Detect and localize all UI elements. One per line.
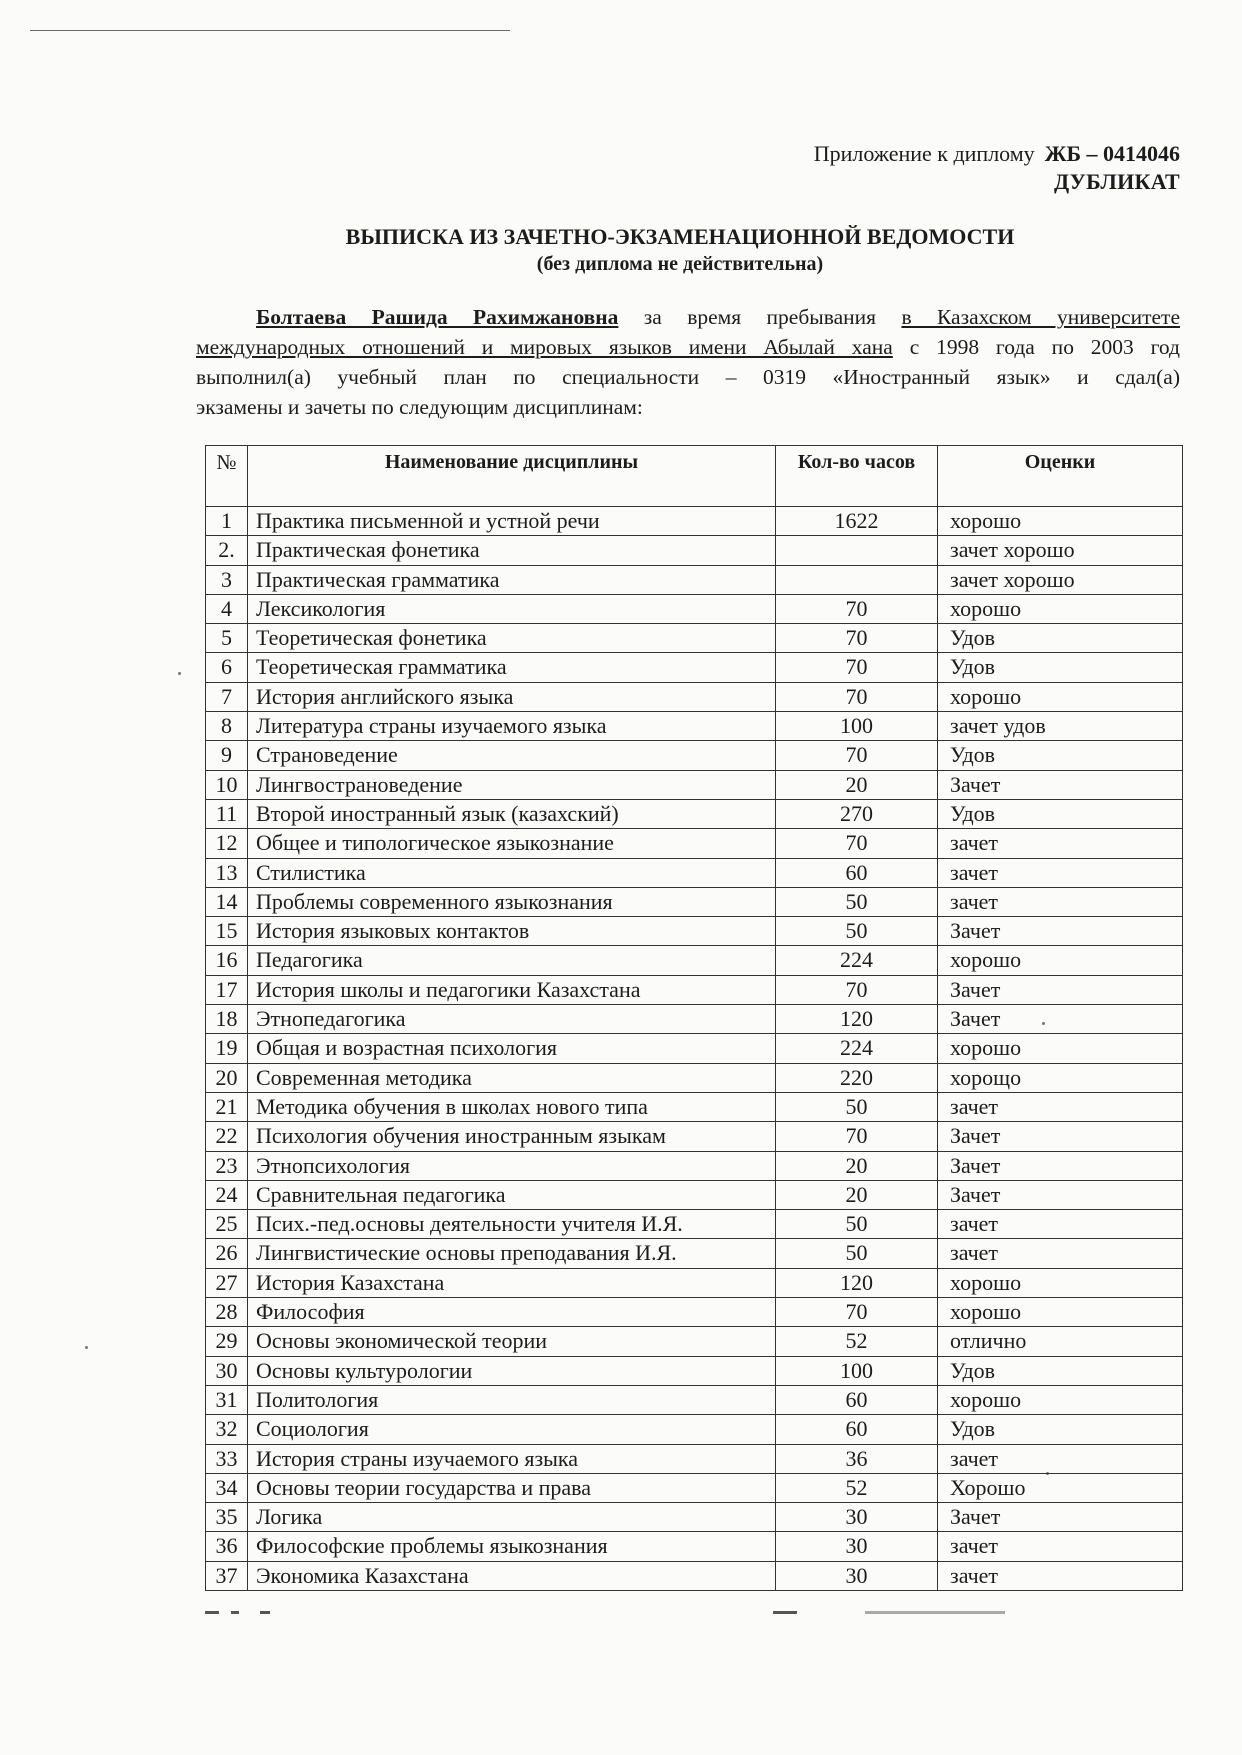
discipline-name: Логика [248, 1503, 776, 1532]
discipline-name: История Казахстана [248, 1268, 776, 1297]
grade-value: Зачет [938, 1151, 1183, 1180]
table-row [206, 1532, 1183, 1561]
grade-value: зачет удов [938, 712, 1183, 741]
discipline-name: Психология обучения иностранным языкам [248, 1122, 776, 1151]
table-row [206, 858, 1183, 887]
hours-count: 50 [776, 1210, 938, 1239]
row-number: 25 [206, 1210, 248, 1239]
discipline-name: Экономика Казахстана [248, 1561, 776, 1590]
grade-value: зачет [938, 858, 1183, 887]
discipline-name: Практическая грамматика [248, 565, 776, 594]
table-row [206, 1444, 1183, 1473]
hours-count: 100 [776, 1356, 938, 1385]
hours-count [776, 565, 938, 594]
row-number: 14 [206, 887, 248, 916]
scan-speck [178, 672, 181, 675]
row-number: 1 [206, 507, 248, 536]
row-number: 5 [206, 624, 248, 653]
discipline-name: История английского языка [248, 682, 776, 711]
table-row [206, 1122, 1183, 1151]
grade-value: Удов [938, 1356, 1183, 1385]
table-row [206, 1151, 1183, 1180]
table-row [206, 741, 1183, 770]
intro-text: за время пребывания [643, 305, 877, 329]
row-number: 3 [206, 565, 248, 594]
grade-value: зачет хорошо [938, 536, 1183, 565]
scan-speck [85, 1346, 88, 1349]
discipline-name: Философия [248, 1298, 776, 1327]
table-row [206, 1415, 1183, 1444]
grade-value: зачет хорошо [938, 565, 1183, 594]
hours-count: 60 [776, 1415, 938, 1444]
row-number: 23 [206, 1151, 248, 1180]
grade-value: Зачет [938, 917, 1183, 946]
appendix-label: Приложение к диплому [813, 141, 1035, 166]
discipline-name: Лексикология [248, 594, 776, 623]
grade-value: Хорошо [938, 1473, 1183, 1502]
table-row [206, 653, 1183, 682]
table-row [206, 1298, 1183, 1327]
table-row [206, 770, 1183, 799]
discipline-name: Политология [248, 1385, 776, 1414]
table-row [206, 1034, 1183, 1063]
hours-count: 70 [776, 624, 938, 653]
grade-value: Зачет [938, 770, 1183, 799]
grade-value: зачет [938, 1444, 1183, 1473]
row-number: 30 [206, 1356, 248, 1385]
row-number: 29 [206, 1327, 248, 1356]
hours-count: 70 [776, 829, 938, 858]
hours-count: 60 [776, 858, 938, 887]
hours-count: 120 [776, 1268, 938, 1297]
row-number: 19 [206, 1034, 248, 1063]
grade-value: хорощо [938, 1063, 1183, 1092]
hours-count: 20 [776, 1180, 938, 1209]
hours-count: 220 [776, 1063, 938, 1092]
hours-count: 60 [776, 1385, 938, 1414]
duplicate-mark: ДУБЛИКАТ [1053, 169, 1180, 194]
table-row [206, 1503, 1183, 1532]
university-name-part1: в Казахском университете [901, 305, 1180, 329]
hours-count: 30 [776, 1503, 938, 1532]
row-number: 17 [206, 975, 248, 1004]
grade-value: Удов [938, 624, 1183, 653]
intro-line-3: выполнил(а) учебный план по специальности – 0319 «Иностранный язык» и сдал(а) [196, 365, 1180, 389]
table-row [206, 946, 1183, 975]
table-row [206, 1005, 1183, 1034]
discipline-name: История школы и педагогики Казахстана [248, 975, 776, 1004]
grade-value: зачет [938, 1561, 1183, 1590]
discipline-name: Общая и возрастная психология [248, 1034, 776, 1063]
discipline-name: Стилистика [248, 858, 776, 887]
grade-value: зачет [938, 829, 1183, 858]
table-row [206, 565, 1183, 594]
table-body [206, 507, 1183, 1591]
intro-line-1 [196, 302, 1180, 332]
row-number: 9 [206, 741, 248, 770]
table-row [206, 1473, 1183, 1502]
discipline-name: Основы культурологии [248, 1356, 776, 1385]
hours-count: 20 [776, 770, 938, 799]
hours-count [776, 536, 938, 565]
row-number: 12 [206, 829, 248, 858]
table-row [206, 624, 1183, 653]
grade-value: Зачет [938, 1122, 1183, 1151]
grade-value: Удов [938, 799, 1183, 828]
discipline-name: История языковых контактов [248, 917, 776, 946]
document-subtitle: (без диплома не действительна) [536, 253, 824, 275]
row-number: 36 [206, 1532, 248, 1561]
table-row [206, 799, 1183, 828]
discipline-name: Практика письменной и устной речи [248, 507, 776, 536]
grade-value: отлично [938, 1327, 1183, 1356]
grade-value: хорошо [938, 1034, 1183, 1063]
intro-line-2 [196, 332, 1180, 362]
row-number: 6 [206, 653, 248, 682]
hours-count: 70 [776, 975, 938, 1004]
student-name: Болтаева Рашида Рахимжановна [256, 305, 619, 329]
grade-value: хорошо [938, 1268, 1183, 1297]
grade-value: Удов [938, 1415, 1183, 1444]
hours-count: 50 [776, 887, 938, 916]
discipline-name: Страноведение [248, 741, 776, 770]
row-number: 35 [206, 1503, 248, 1532]
row-number: 34 [206, 1473, 248, 1502]
university-name-part2: международных отношений и мировых языков имени Абылай хана [196, 335, 893, 359]
grade-value: хорошо [938, 682, 1183, 711]
hours-count: 36 [776, 1444, 938, 1473]
row-number: 15 [206, 917, 248, 946]
grade-value: Зачет [938, 1005, 1183, 1034]
grade-value: Зачет [938, 1180, 1183, 1209]
discipline-name: История страны изучаемого языка [248, 1444, 776, 1473]
discipline-name: Лингвострановедение [248, 770, 776, 799]
table-row [206, 1092, 1183, 1121]
hours-count: 70 [776, 594, 938, 623]
hours-count: 52 [776, 1473, 938, 1502]
hours-count: 270 [776, 799, 938, 828]
row-number: 24 [206, 1180, 248, 1209]
hours-count: 70 [776, 1298, 938, 1327]
row-number: 7 [206, 682, 248, 711]
table-row [206, 1063, 1183, 1092]
table-row [206, 712, 1183, 741]
row-number: 27 [206, 1268, 248, 1297]
table-row [206, 507, 1183, 536]
grade-value: Зачет [938, 1503, 1183, 1532]
discipline-name: Литература страны изучаемого языка [248, 712, 776, 741]
header-hours: Кол-во часов [776, 446, 938, 507]
hours-count: 30 [776, 1561, 938, 1590]
discipline-name: Педагогика [248, 946, 776, 975]
document-title: ВЫПИСКА ИЗ ЗАЧЕТНО-ЭКЗАМЕНАЦИОННОЙ ВЕДОМОСТИ [345, 224, 1015, 249]
hours-count: 100 [776, 712, 938, 741]
grade-value: хорошо [938, 1298, 1183, 1327]
hours-count: 70 [776, 1122, 938, 1151]
table-header-row [206, 446, 1183, 507]
discipline-name: Проблемы современного языкознания [248, 887, 776, 916]
hours-count: 70 [776, 741, 938, 770]
table-row [206, 917, 1183, 946]
row-number: 37 [206, 1561, 248, 1590]
hours-count: 224 [776, 946, 938, 975]
row-number: 18 [206, 1005, 248, 1034]
row-number: 26 [206, 1239, 248, 1268]
hours-count: 1622 [776, 507, 938, 536]
grade-value: зачет [938, 1239, 1183, 1268]
row-number: 13 [206, 858, 248, 887]
table-row [206, 594, 1183, 623]
row-number: 33 [206, 1444, 248, 1473]
discipline-name: Социология [248, 1415, 776, 1444]
grade-value: зачет [938, 887, 1183, 916]
discipline-name: Общее и типологическое языкознание [248, 829, 776, 858]
hours-count: 50 [776, 917, 938, 946]
row-number: 10 [206, 770, 248, 799]
hours-count: 50 [776, 1239, 938, 1268]
grade-value: зачет [938, 1532, 1183, 1561]
discipline-name: Теоретическая фонетика [248, 624, 776, 653]
row-number: 4 [206, 594, 248, 623]
grades-table [205, 445, 1183, 1591]
table-row [206, 1385, 1183, 1414]
study-period: с 1998 года по 2003 год [909, 335, 1180, 359]
intro-paragraph [196, 302, 1180, 422]
discipline-name: Основы теории государства и права [248, 1473, 776, 1502]
row-number: 20 [206, 1063, 248, 1092]
cut-off-row [205, 1611, 1182, 1619]
row-number: 32 [206, 1415, 248, 1444]
diploma-number: ЖБ – 0414046 [1044, 141, 1180, 166]
discipline-name: Теоретическая грамматика [248, 653, 776, 682]
table-row [206, 975, 1183, 1004]
intro-line-4: экзамены и зачеты по следующим дисциплинам: [196, 395, 643, 419]
appendix-header [700, 140, 1180, 196]
hours-count: 30 [776, 1532, 938, 1561]
table-row [206, 536, 1183, 565]
grade-value: хорошо [938, 594, 1183, 623]
discipline-name: Философские проблемы языкознания [248, 1532, 776, 1561]
discipline-name: Практическая фонетика [248, 536, 776, 565]
hours-count: 50 [776, 1092, 938, 1121]
row-number: 16 [206, 946, 248, 975]
table-row [206, 1561, 1183, 1590]
grade-value: Удов [938, 741, 1183, 770]
grade-value: Удов [938, 653, 1183, 682]
row-number: 2. [206, 536, 248, 565]
hours-count: 120 [776, 1005, 938, 1034]
grade-value: зачет [938, 1210, 1183, 1239]
table-row [206, 829, 1183, 858]
table-row [206, 1327, 1183, 1356]
scan-artifact-line [30, 30, 510, 31]
header-grades: Оценки [938, 446, 1183, 507]
document-heading [180, 223, 1180, 277]
grade-value: хорошо [938, 946, 1183, 975]
row-number: 8 [206, 712, 248, 741]
grade-value: Зачет [938, 975, 1183, 1004]
hours-count: 224 [776, 1034, 938, 1063]
table-row [206, 1239, 1183, 1268]
discipline-name: Этнопедагогика [248, 1005, 776, 1034]
table-row [206, 1210, 1183, 1239]
row-number: 28 [206, 1298, 248, 1327]
header-discipline: Наименование дисциплины [248, 446, 776, 507]
discipline-name: Методика обучения в школах нового типа [248, 1092, 776, 1121]
discipline-name: Современная методика [248, 1063, 776, 1092]
table-row [206, 1180, 1183, 1209]
hours-count: 52 [776, 1327, 938, 1356]
hours-count: 70 [776, 682, 938, 711]
grade-value: хорошо [938, 507, 1183, 536]
row-number: 21 [206, 1092, 248, 1121]
discipline-name: Псих.-пед.основы деятельности учителя И.Я. [248, 1210, 776, 1239]
discipline-name: Этнопсихология [248, 1151, 776, 1180]
grade-value: хорошо [938, 1385, 1183, 1414]
discipline-name: Второй иностранный язык (казахский) [248, 799, 776, 828]
hours-count: 20 [776, 1151, 938, 1180]
header-number: № [206, 446, 248, 507]
discipline-name: Сравнительная педагогика [248, 1180, 776, 1209]
row-number: 31 [206, 1385, 248, 1414]
table-row [206, 682, 1183, 711]
table-row [206, 887, 1183, 916]
discipline-name: Основы экономической теории [248, 1327, 776, 1356]
table-row [206, 1268, 1183, 1297]
grade-value: зачет [938, 1092, 1183, 1121]
row-number: 22 [206, 1122, 248, 1151]
discipline-name: Лингвистические основы преподавания И.Я. [248, 1239, 776, 1268]
row-number: 11 [206, 799, 248, 828]
hours-count: 70 [776, 653, 938, 682]
table-row [206, 1356, 1183, 1385]
